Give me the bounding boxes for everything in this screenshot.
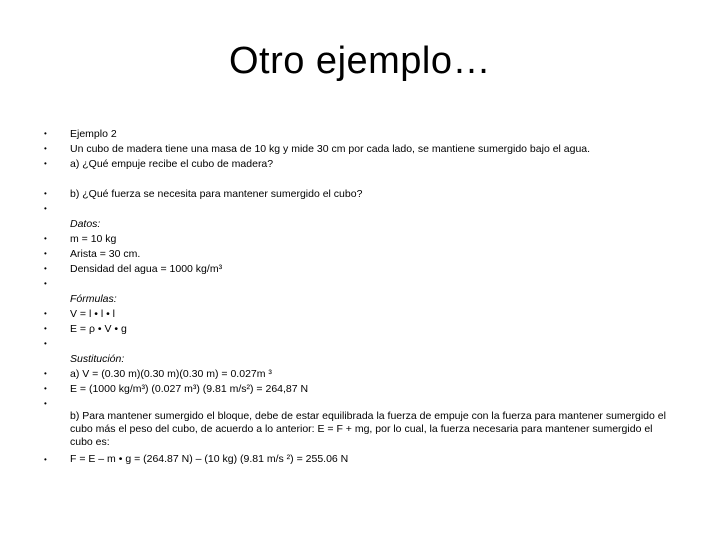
bullet: •	[44, 204, 47, 213]
data-density: Densidad del agua = 1000 kg/m³	[70, 263, 223, 275]
bullet: •	[44, 339, 47, 348]
formula-buoyancy: E = ρ • V • g	[70, 323, 127, 335]
bullet: •	[44, 189, 47, 198]
formulas-heading: Fórmulas:	[70, 293, 117, 305]
substitution-buoyancy: E = (1000 kg/m³) (0.027 m³) (9.81 m/s²) = 264,87 N	[70, 383, 309, 395]
slide-title: Otro ejemplo…	[228, 40, 492, 82]
bullet: •	[44, 369, 47, 378]
bullet: •	[44, 234, 47, 243]
bullet: •	[44, 144, 47, 153]
problem-statement: Un cubo de madera tiene una masa de 10 kg y mide 30 cm por cada lado, se mantiene sumergido bajo el agua.	[70, 143, 591, 155]
example-heading: Ejemplo 2	[70, 128, 117, 140]
data-heading: Datos:	[70, 218, 101, 230]
bullet: •	[44, 384, 47, 393]
bullet: •	[44, 159, 47, 168]
question-b: b) ¿Qué fuerza se necesita para mantener sumergido el cubo?	[70, 188, 363, 200]
bullet: •	[44, 309, 47, 318]
bullet: •	[44, 324, 47, 333]
data-mass: m = 10 kg	[70, 233, 117, 245]
answer-b-result: F = E – m • g = (264.87 N) – (10 kg) (9.81 m/s ²) = 255.06 N	[70, 453, 349, 465]
question-a: a) ¿Qué empuje recibe el cubo de madera?	[70, 158, 274, 170]
substitution-heading: Sustitución:	[70, 353, 125, 365]
bullet: •	[44, 129, 47, 138]
data-edge: Arista = 30 cm.	[70, 248, 141, 260]
formula-volume: V = l • l • l	[70, 308, 115, 320]
substitution-volume: a) V = (0.30 m)(0.30 m)(0.30 m) = 0.027m ³	[70, 368, 272, 380]
bullet: •	[44, 249, 47, 258]
bullet: •	[44, 279, 47, 288]
bullet: •	[44, 399, 47, 408]
bullet: •	[44, 455, 47, 464]
bullet: •	[44, 264, 47, 273]
answer-b-explanation: b) Para mantener sumergido el bloque, debe de estar equilibrada la fuerza de empuje con la fuerza para mantener sumergido el cubo más el peso del cubo, de acuerdo a lo anterior: E = F + mg, por lo cual, la fuerza necesaria para mantener sumergido el cubo es:	[70, 410, 666, 448]
